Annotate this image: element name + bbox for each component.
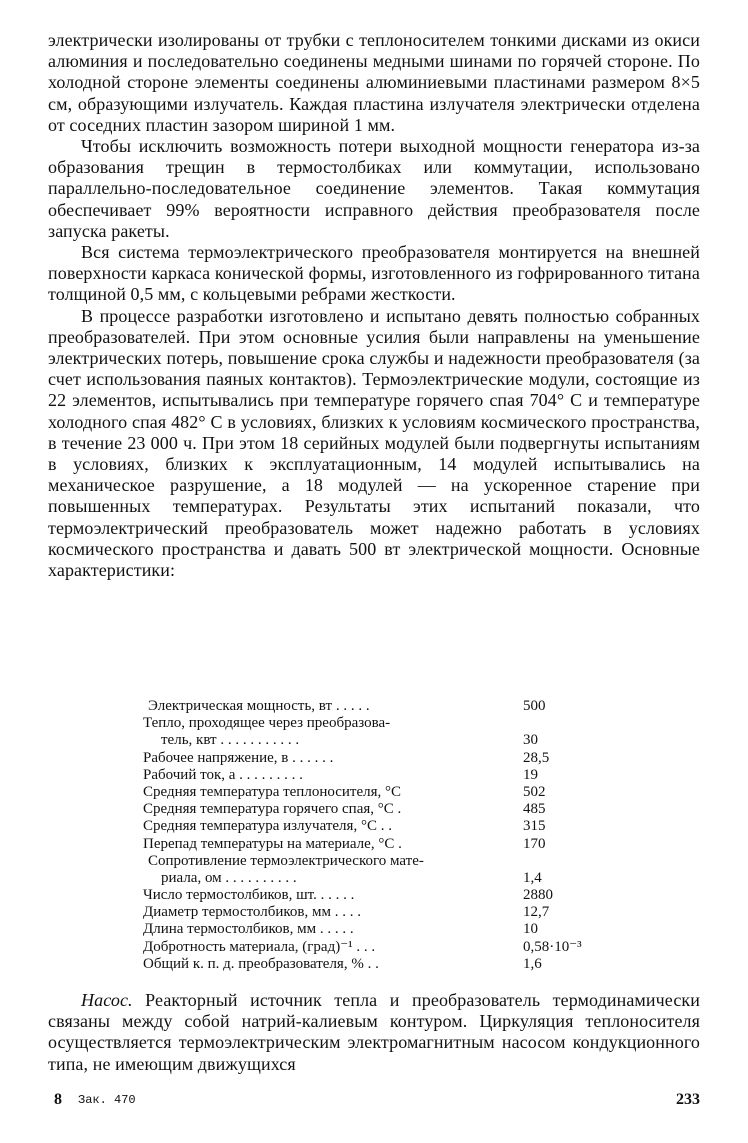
spec-value: 315 bbox=[523, 818, 546, 835]
spec-label: Рабочий ток, а . . . . . . . . . bbox=[143, 766, 303, 783]
spec-label: Общий к. п. д. преобразователя, % . . bbox=[143, 955, 379, 972]
spec-value: 1,4 bbox=[523, 869, 542, 886]
spec-label: Средняя температура горячего спая, °С . bbox=[143, 801, 402, 818]
spec-row bbox=[143, 801, 603, 818]
spec-row bbox=[143, 784, 603, 801]
spec-label: Рабочее напряжение, в . . . . . . bbox=[143, 749, 334, 766]
spec-value: 2880 bbox=[523, 887, 553, 904]
spec-value: 485 bbox=[523, 801, 546, 818]
spec-label: Сопротивление термоэлектрического мате- bbox=[148, 852, 424, 869]
spec-value: 10 bbox=[523, 921, 538, 938]
spec-value: 502 bbox=[523, 783, 546, 800]
spec-row bbox=[143, 904, 603, 921]
spec-label: Число термостолбиков, шт. . . . . . bbox=[143, 887, 355, 904]
spec-label: Тепло, проходящее через преобразова- bbox=[143, 715, 391, 732]
spec-row bbox=[143, 939, 603, 956]
closing-paragraph bbox=[48, 990, 700, 1075]
spec-row bbox=[143, 715, 603, 732]
spec-label: Диаметр термостолбиков, мм . . . . bbox=[143, 904, 361, 921]
spec-value: 1,6 bbox=[523, 955, 542, 972]
spec-row bbox=[143, 956, 603, 973]
page-body bbox=[48, 30, 700, 581]
spec-label: Длина термостолбиков, мм . . . . . bbox=[143, 921, 354, 938]
signature-mark: 8 bbox=[54, 1091, 62, 1108]
spec-row bbox=[143, 732, 603, 749]
spec-label: Перепад температуры на материале, °С . bbox=[143, 835, 402, 852]
spec-row bbox=[143, 870, 603, 887]
page-number: 233 bbox=[676, 1091, 700, 1108]
spec-value: 12,7 bbox=[523, 904, 550, 921]
spec-row bbox=[143, 818, 603, 835]
spec-label: Электрическая мощность, вт . . . . . bbox=[148, 698, 370, 714]
page-footer bbox=[48, 1091, 700, 1113]
spec-label: Средняя температура теплоносителя, °С bbox=[143, 783, 402, 800]
spec-row bbox=[143, 887, 603, 904]
spec-label: Добротность материала, (град)⁻¹ . . . bbox=[143, 938, 376, 955]
spec-label: риала, ом . . . . . . . . . . bbox=[161, 869, 297, 886]
paragraph-2: Чтобы исключить возможность потери выходной мощности генератора из-за образования трещин в термостолбиках или коммутации, использовано параллельно-последовательное соединение элементов. Такая коммутация обеспечивает 99% вероятности исправного действия преобразователя после запуска ракеты. bbox=[48, 136, 700, 241]
closing-text: Реакторный источник тепла и преобразователь термодинамически связаны между собой натрий-калиевым контуром. Циркуляция теплоносителя осуществляется термоэлектрическим электромагнитным насосом кондукционного типа, не имеющим движущихся bbox=[48, 990, 700, 1074]
spec-row bbox=[143, 836, 603, 853]
spec-value: 170 bbox=[523, 835, 546, 852]
paragraph-4: В процессе разработки изготовлено и испытано девять полностью собранных преобразователей. При этом основные усилия были направлены на уменьшение электрических потерь, повышение срока службы и надежности преобразователя (за счет использования паяных контактов). Термоэлектрические модули, состоящие из 22 элементов, испытывались при температуре горячего спая 704° С и температуре холодного спая 482° С в условиях, близких к условиям космического пространства, в течение 23 000 ч. При этом 18 серийных модулей были подвергнуты испытаниям в условиях, близких к эксплуатационным, 14 модулей испытывались на механическое разрушение, а 18 модулей — на ускоренное старение при повышенных температурах. Результаты этих испытаний показали, что термоэлектрический преобразователь может надежно работать в условиях космического пространства и давать 500 вт электрической мощности. Основные характеристики: bbox=[48, 305, 700, 581]
section-heading-pump: Насос. bbox=[81, 990, 133, 1010]
spec-value: 0,58·10⁻³ bbox=[523, 938, 582, 955]
spec-value: 28,5 bbox=[523, 749, 550, 766]
spec-value: 19 bbox=[523, 766, 538, 783]
specifications-table bbox=[143, 698, 603, 973]
spec-label: Средняя температура излучателя, °С . . bbox=[143, 818, 392, 835]
spec-label: тель, квт . . . . . . . . . . . bbox=[161, 732, 300, 749]
paragraph-1: электрически изолированы от трубки с теплоносителем тонкими дисками из окиси алюминия и последовательно соединены медными шинами по горячей стороне. По холодной стороне элементы соединены алюминиевыми пластинами размером 8×5 см, образующими излучатель. Каждая пластина излучателя электрически отделена от соседних пластин зазором шириной 1 мм. bbox=[48, 30, 700, 135]
spec-value: 500 bbox=[523, 698, 546, 714]
paragraph-3: Вся система термоэлектрического преобразователя монтируется на внешней поверхности каркаса конической формы, изготовленного из гофрированного титана толщиной 0,5 мм, с кольцевыми ребрами жесткости. bbox=[48, 242, 700, 305]
spec-value: 30 bbox=[523, 732, 538, 749]
spec-row bbox=[143, 853, 603, 870]
spec-row bbox=[143, 698, 603, 715]
spec-row bbox=[143, 921, 603, 938]
order-number: Зак. 470 bbox=[78, 1093, 136, 1107]
spec-row bbox=[143, 750, 603, 767]
spec-row bbox=[143, 767, 603, 784]
